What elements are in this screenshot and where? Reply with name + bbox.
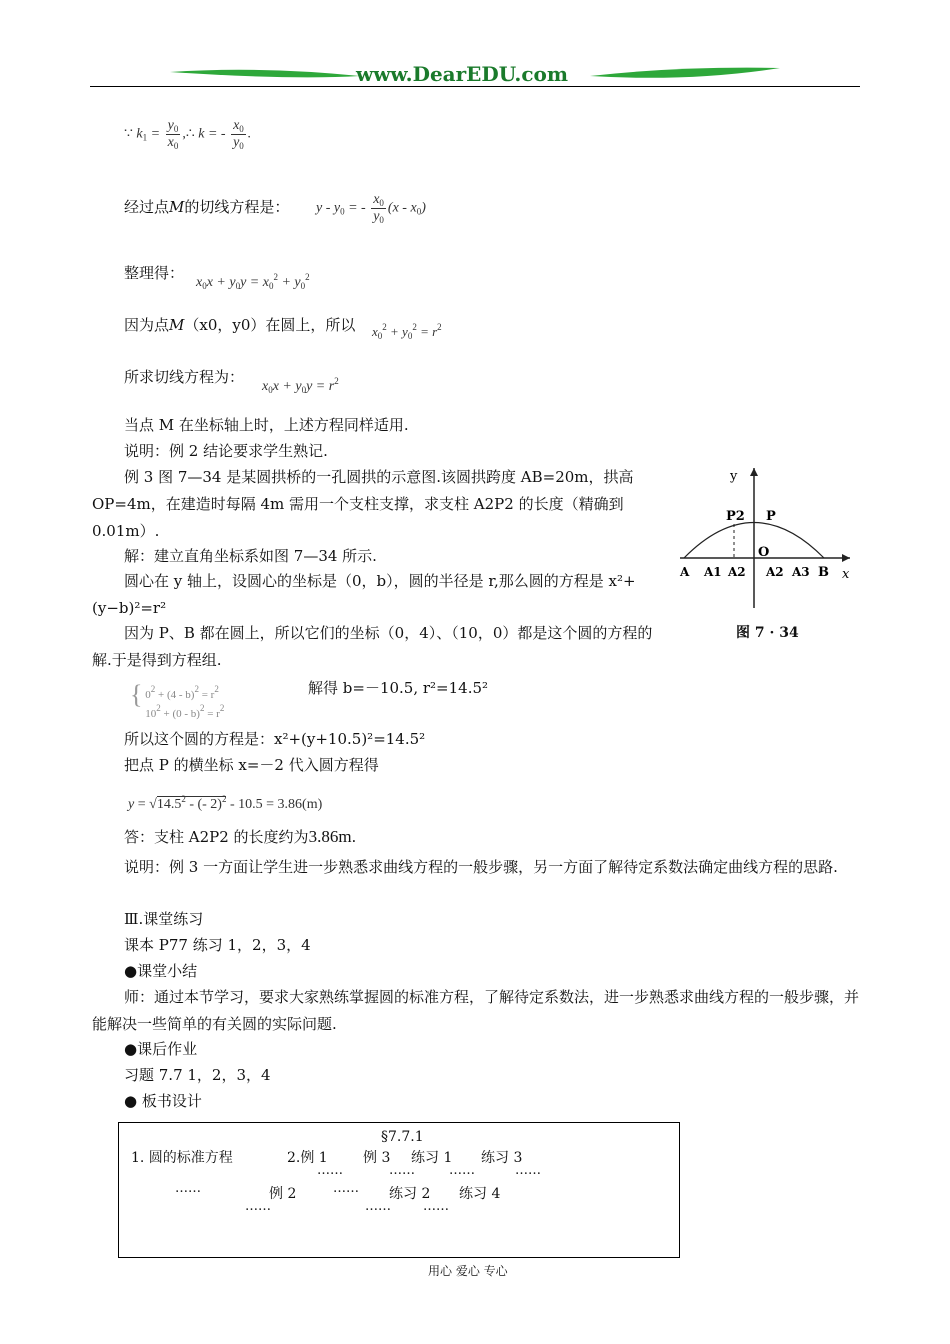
axis-case-text: 当点 M 在坐标轴上时，上述方程同样适用.: [124, 416, 409, 434]
answer-line: 答：支柱 A2P2 的长度约为3.86m.: [124, 827, 357, 846]
equation-system: { $0^2 + (4 - b)^2 = r^2$ $10^2 + (0 - b)^2 = r^2$: [130, 680, 225, 720]
axis-x-label: x: [842, 567, 850, 582]
therefore-symbol: ,∴: [182, 126, 195, 142]
solve-result: 解得 b=－10.5, r²=14.5²: [308, 679, 489, 697]
circle-setup-text: 圆心在 y 轴上，设圆心的坐标是（0，b），圆的半径是 r,那么圆的方程是 x²+(y−b)²=r²: [92, 572, 636, 617]
header-rule: [90, 86, 860, 87]
textbook-practice: 课本 P77 练习 1，2，3，4: [124, 936, 311, 954]
summary-text: 师：通过本节学习，要求大家熟练掌握圆的标准方程，了解待定系数法，进一步熟悉求曲线方程的一般步骤，并能解决一些简单的有关圆的实际问题.: [92, 988, 860, 1033]
board-dots-4: ……: [515, 1163, 541, 1178]
board-dots-5: ……: [175, 1181, 201, 1196]
tangent-text-b: 的切线方程是：: [184, 198, 290, 216]
label-a: A: [680, 565, 690, 579]
label-a2-right: A2: [766, 565, 784, 579]
slope-formula: ∵ $k_1$ = $\frac{y_0}{x_0}$ ,∴ k = - $\frac{x_0}{y_0}$ .: [124, 118, 252, 151]
board-item2: 2.例 1: [287, 1150, 328, 1166]
board-dots-7: ……: [245, 1199, 271, 1214]
header-logo-text: www.DearEDU.com: [356, 62, 569, 86]
point-m-2: M: [169, 316, 185, 334]
board-lx4: 练习 4: [459, 1186, 501, 1202]
label-p2: P2: [726, 509, 745, 524]
summary-heading: ●课堂小结: [124, 962, 198, 980]
solution-intro: 解：建立直角坐标系如图 7—34 所示.: [124, 547, 377, 565]
board-title: §7.7.1: [381, 1129, 424, 1145]
board-ex3: 例 3: [363, 1150, 391, 1166]
point-m: M: [169, 198, 185, 216]
answer-text: 答：支柱 A2P2 的长度约为: [124, 828, 309, 846]
points-text: 因为 P、B 都在圆上，所以它们的坐标（0，4）、（10，0）都是这个圆的方程的解.于是得到方程组.: [92, 624, 653, 669]
simplified-formula: $x_0x + y_0y = x_0^2 + y_0^2$: [196, 272, 310, 291]
answer-value: 3.86m: [308, 827, 352, 846]
board-dots-6: ……: [333, 1181, 359, 1196]
result-formula: $x_0x + y_0y = r^2$: [262, 376, 339, 395]
label-a1: A1: [704, 565, 722, 579]
board-dots-9: ……: [423, 1199, 449, 1214]
board-dots-8: ……: [365, 1199, 391, 1214]
board-lx2: 练习 2: [389, 1186, 431, 1202]
axis-y-label: y: [730, 469, 738, 484]
arch-figure: [678, 462, 858, 652]
substitute-text: 把点 P 的横坐标 x=－2 代入圆方程得: [124, 756, 379, 774]
board-dots-3: ……: [449, 1163, 475, 1178]
board-heading: ● 板书设计: [124, 1092, 202, 1110]
label-b: B: [818, 565, 829, 580]
radius-formula: $x_0^2 + y_0^2 = r^2$: [372, 322, 442, 341]
tangent-formula: y - $y_0$ = - $\frac{x_0}{y_0}$ $(x - x_0)$: [316, 192, 426, 225]
note-example3: 说明：例 3 一方面让学生进一步熟悉求曲线方程的一般步骤，另一方面了解待定系数法确定曲线方程的思路.: [124, 858, 838, 876]
homework-text: 习题 7.7 1，2，3，4: [124, 1066, 271, 1084]
board-design-box: [118, 1122, 680, 1258]
because-symbol: ∵: [124, 126, 133, 142]
board-item1: 1. 圆的标准方程: [131, 1150, 233, 1166]
label-a3: A3: [792, 565, 810, 579]
label-p: P: [766, 509, 776, 524]
note-example2: 说明：例 2 结论要求学生熟记.: [124, 442, 328, 460]
example3-text: 例 3 图 7—34 是某圆拱桥的一孔圆拱的示意图.该圆拱跨度 AB=20m，拱高 OP=4m，在建造时每隔 4m 需用一个支柱支撑，求支柱 A2P2 的长度（精确到 0.01m）.: [92, 468, 634, 540]
homework-heading: ●课后作业: [124, 1040, 198, 1058]
label-a2-left: A2: [728, 565, 746, 579]
on-circle-b: 在圆上，所以: [265, 316, 356, 334]
result-label: 所求切线方程为：: [124, 368, 245, 386]
circle-equation: 所以这个圆的方程是：x²+(y+10.5)²=14.5²: [124, 730, 426, 748]
arch-diagram: [678, 462, 858, 612]
tangent-line-label: [124, 196, 289, 217]
label-o: O: [758, 545, 770, 560]
on-circle-a: 因为点: [124, 316, 170, 334]
board-lx1: 练习 1: [411, 1150, 453, 1166]
section-practice: Ⅲ.课堂练习: [124, 910, 204, 928]
point-coords: （x0，y0）: [184, 316, 266, 334]
board-dots-2: ……: [389, 1163, 415, 1178]
footer-text: 用心 爱心 专心: [428, 1264, 508, 1278]
board-lx3: 练习 3: [481, 1150, 523, 1166]
y-calculation: $y = √14.5^2$ - (- 2)$^2$ - 10.5 = 3.86(m): [128, 794, 323, 812]
board-ex2: 例 2: [269, 1186, 297, 1202]
simplify-label: 整理得：: [124, 264, 185, 282]
board-dots-1: ……: [317, 1163, 343, 1178]
figure-caption: 图 7 · 34: [736, 625, 799, 641]
tangent-text-a: 经过点: [124, 198, 170, 216]
on-circle-text: [124, 314, 355, 335]
